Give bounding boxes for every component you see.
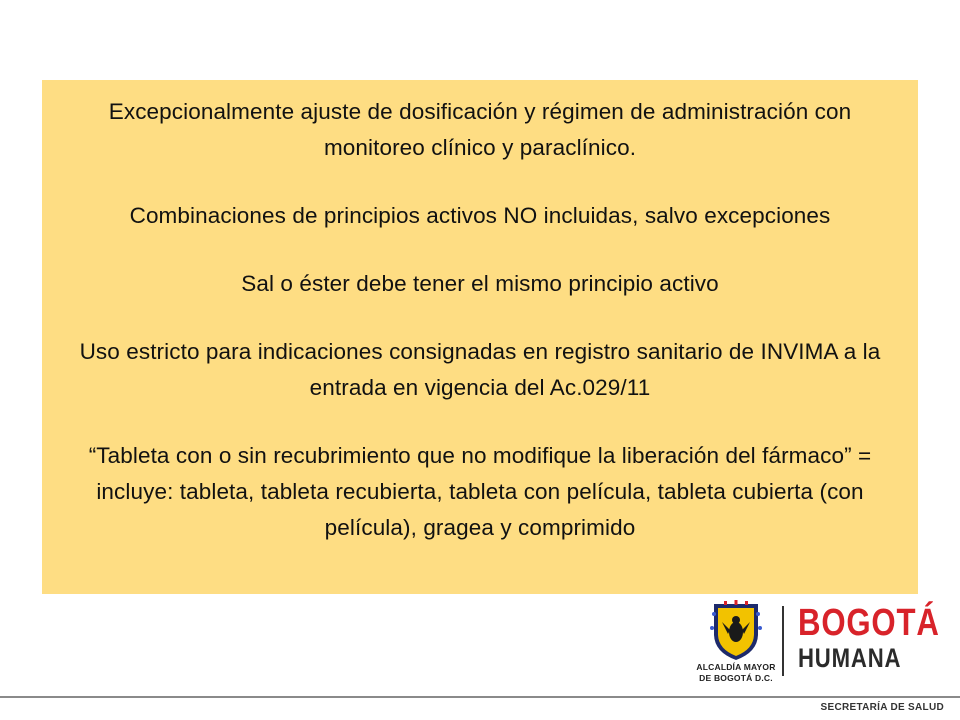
paragraph-tableta: “Tableta con o sin recubrimiento que no modifique la liberación del fármaco” = incluye: tableta, tableta recubierta, tableta con película, tableta cubierta (con película), gragea y comprimido: [88, 443, 872, 540]
paragraph-uso-estricto: Uso estricto para indicaciones consignadas en registro sanitario de INVIMA a la entrada en vigencia del Ac.029/11: [79, 339, 881, 400]
content-box: [42, 80, 918, 594]
logo-divider: [782, 606, 784, 676]
humana-wordmark: HUMANA: [798, 643, 902, 673]
alcaldia-line1: ALCALDÍA MAYOR: [696, 662, 776, 672]
coat-of-arms-icon: [694, 600, 778, 662]
bogota-humana-logo: [798, 602, 940, 677]
footer-divider: [0, 696, 960, 698]
alcaldia-logo: [694, 600, 778, 684]
paragraph-combinaciones: Combinaciones de principios activos NO incluidas, salvo excepciones: [129, 203, 831, 228]
bogota-wordmark: BOGOTÁ: [798, 602, 940, 644]
footer-label: SECRETARÍA DE SALUD: [820, 702, 944, 713]
paragraph-sal-ester: Sal o éster debe tener el mismo principio activo: [241, 271, 719, 296]
paragraph-dosificacion: Excepcionalmente ajuste de dosificación y régimen de administración con monitoreo clínico y paraclínico.: [108, 99, 852, 160]
alcaldia-line2: DE BOGOTÁ D.C.: [699, 673, 773, 683]
